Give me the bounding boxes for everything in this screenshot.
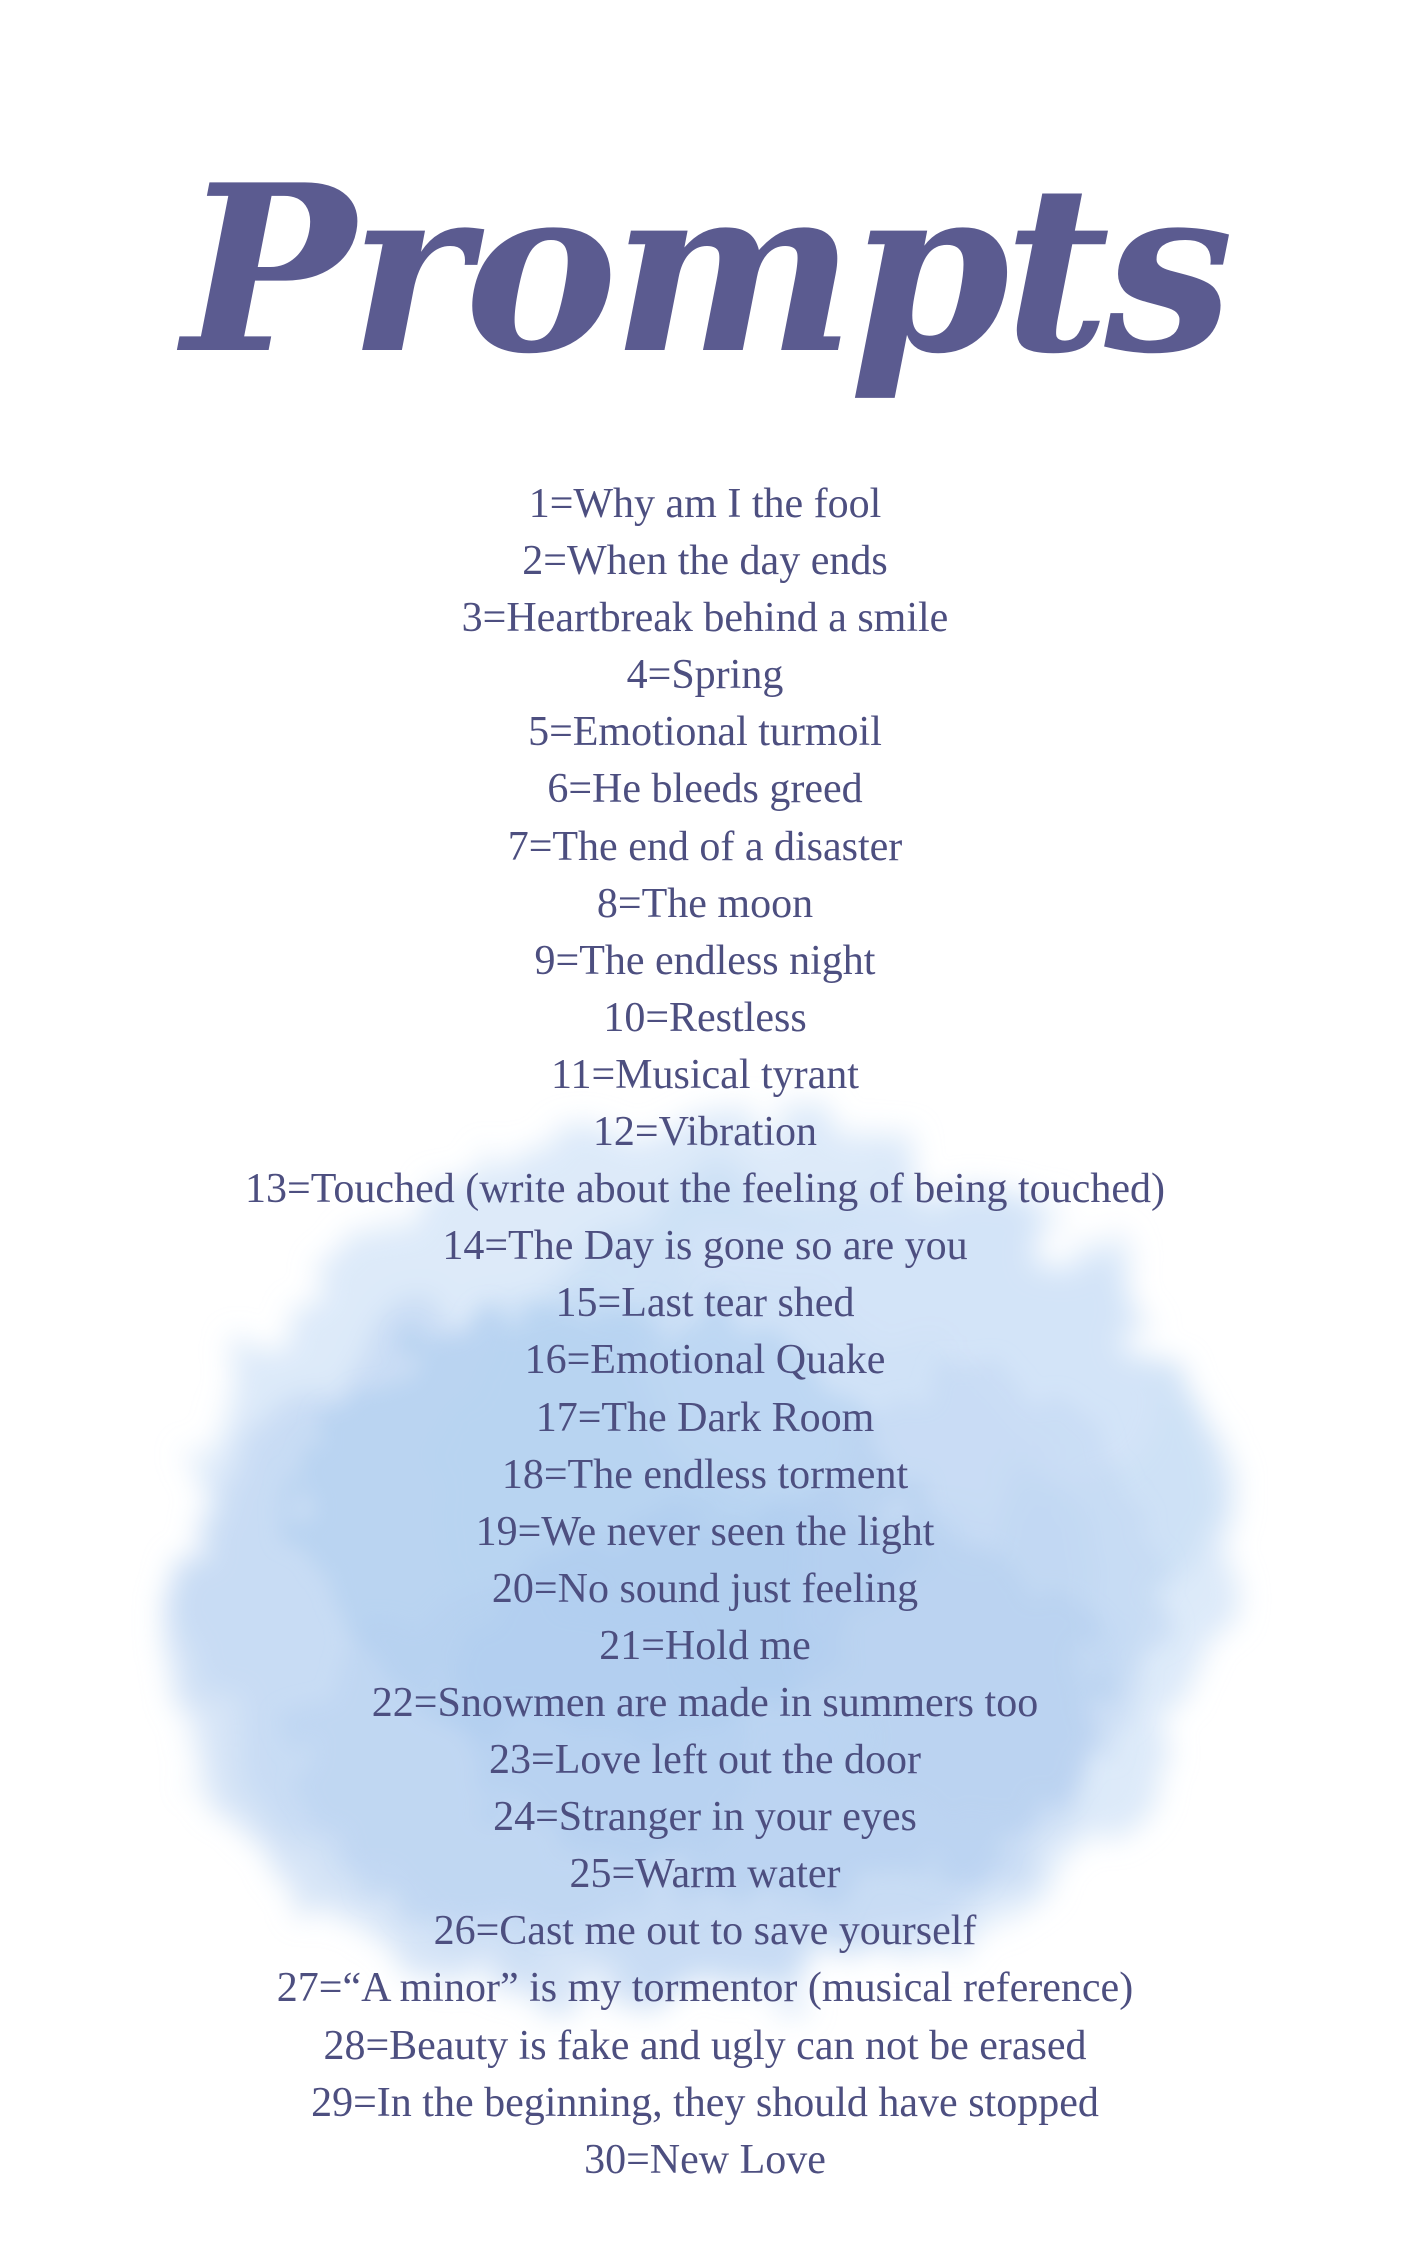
list-item: 18=The endless torment bbox=[501, 1451, 909, 1498]
list-item: 13=Touched (write about the feeling of being touched) bbox=[245, 1166, 1165, 1213]
list-item: 16=Emotional Quake bbox=[524, 1337, 886, 1384]
prompt-list bbox=[0, 476, 1410, 2189]
list-item: 24=Stranger in your eyes bbox=[493, 1794, 917, 1841]
list-item: 9=The endless night bbox=[534, 937, 876, 984]
list-item: 26=Cast me out to save yourself bbox=[433, 1908, 977, 1955]
list-item: 15=Last tear shed bbox=[555, 1280, 855, 1327]
list-item: 30=New Love bbox=[584, 2136, 826, 2183]
list-item: 20=No sound just feeling bbox=[491, 1565, 919, 1612]
list-item: 17=The Dark Room bbox=[535, 1394, 875, 1441]
list-item: 3=Heartbreak behind a smile bbox=[461, 595, 949, 642]
list-item: 10=Restless bbox=[603, 994, 807, 1041]
list-item: 19=We never seen the light bbox=[475, 1508, 935, 1555]
list-item: 2=When the day ends bbox=[522, 538, 888, 585]
page-title: Prompts bbox=[182, 135, 1228, 405]
list-item: 14=The Day is gone so are you bbox=[442, 1223, 968, 1270]
list-item: 7=The end of a disaster bbox=[507, 823, 903, 870]
list-item: 27=“A minor” is my tormentor (musical reference) bbox=[276, 1965, 1134, 2012]
list-item: 4=Spring bbox=[626, 652, 784, 699]
list-item: 1=Why am I the fool bbox=[528, 481, 882, 527]
list-item: 21=Hold me bbox=[599, 1622, 811, 1669]
list-item: 12=Vibration bbox=[592, 1109, 818, 1156]
list-item: 5=Emotional turmoil bbox=[528, 709, 882, 756]
list-item: 28=Beauty is fake and ugly can not be erased bbox=[323, 2022, 1087, 2069]
list-item: 25=Warm water bbox=[569, 1851, 841, 1898]
list-item: 23=Love left out the door bbox=[489, 1737, 921, 1784]
list-item: 11=Musical tyrant bbox=[551, 1051, 859, 1098]
list-item: 8=The moon bbox=[596, 880, 814, 927]
list-item: 6=He bleeds greed bbox=[547, 766, 863, 813]
list-item: 29=In the beginning, they should have stopped bbox=[311, 2079, 1099, 2126]
list-item: 22=Snowmen are made in summers too bbox=[371, 1679, 1039, 1726]
